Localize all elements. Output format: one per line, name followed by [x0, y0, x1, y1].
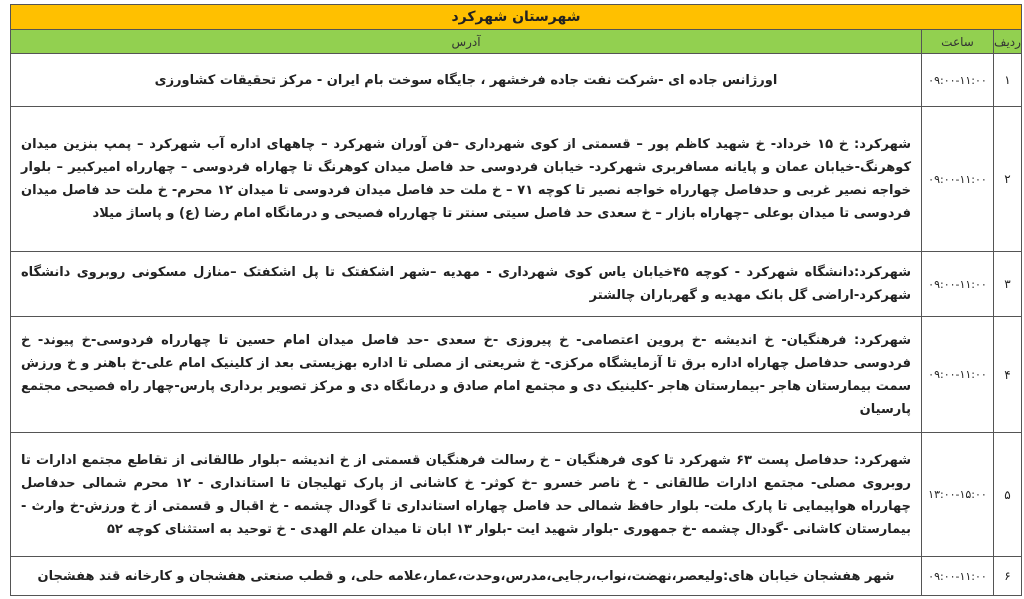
header-time: ساعت	[921, 30, 994, 53]
row-time: ۰۹:۰۰-۱۱:۰۰	[921, 252, 994, 316]
table-row	[11, 54, 1021, 107]
row-address-cell	[11, 54, 921, 106]
row-address-cell	[11, 433, 921, 556]
row-number: ۴	[1004, 367, 1011, 382]
header-address: آدرس	[451, 35, 481, 49]
table-title: شهرستان شهرکرد	[11, 5, 1021, 30]
row-time: ۱۳:۰۰-۱۵:۰۰	[921, 433, 994, 556]
row-address: شهرکرد: حدفاصل پست ۶۳ شهرکرد تا کوی فرهنگیان – خ رسالت فرهنگیان قسمتی از خ اندیشه –بلوار طالقانی از تقاطع مجتمع ادارات تا روبروی مصلی- مجتمع ادارات طالقانی - خ ناصر خسرو –خ کوثر- خ کاشانی از پارک تهلیجان تا استانداری - ۱۲ محرم شمالی حدفاصل چهارراه هواپیمایی تا پارک ملت- بلوار حافظ شمالی حد فاصل چهاراه استانداری تا گودال چشمه - خ اقبال و قسمتی از خ ورزش-خ وارث - بیمارستان کاشانی -گودال چشمه -خ جمهوری -بلوار شهید ایت -بلوار ۱۳ ابان تا میدان علم الهدی - خ توحید به استثنای کوچه ۵۲	[21, 452, 911, 537]
table-row	[11, 317, 1021, 433]
table-row	[11, 107, 1021, 252]
table-row	[11, 433, 1021, 557]
row-address: شهرکرد: خ ۱۵ خرداد- خ شهید کاظم پور – قسمتی از کوی شهرداری –فن آوران شهرکرد – چاههای اداره آب شهرکرد – پمپ بنزین میدان کوهرنگ-خیابان عمان و پایانه مسافربری شهرکرد- خیابان فردوسی حد فاصل میدان کوهرنگ تا چهاراه فردوسی – چهارراه امیرکبیر – بلوار خواجه نصیر غربی و حدفاصل چهارراه خواجه نصیر تا کوچه ۷۱ – خ ملت حد فاصل میدان فردوسی تا میدان ۱۲ محرم- خ ملت حد فاصل میدان فردوسی تا میدان بوعلی –چهاراه بازار – خ سعدی حد فاصل سیتی سنتر تا چهارراه فصیحی و درمانگاه امام رضا (ع) و پاساژ میلاد	[21, 137, 911, 221]
row-address-cell	[11, 252, 921, 316]
table-row	[11, 557, 1021, 595]
row-address: شهرکرد:دانشگاه شهرکرد - کوچه ۴۵خیابان یاس کوی شهرداری - مهدیه –شهر اشکفتک تا پل اشکفتک –منازل مسکونی روبروی دانشگاه شهرکرد-اراضی گل بانک مهدیه و گهرباران چالشتر	[21, 265, 911, 303]
row-number: ۳	[1004, 277, 1011, 291]
row-address-cell	[11, 557, 921, 595]
row-time: ۰۹:۰۰-۱۱:۰۰	[921, 54, 994, 106]
header-row	[11, 30, 1021, 54]
row-address: شهرکرد: فرهنگیان- خ اندیشه -خ پروین اعتصامی- خ پیروزی -خ سعدی -حد فاصل میدان امام حسین تا چهارراه فردوسی-خ پیوند- خ فردوسی حدفاصل چهاراه اداره برق تا آزمایشگاه مرکزی- خ شریعتی از مصلی تا اداره بهزیستی بعد از کلینیک امام علی-خ باهنر و خ ورزش سمت بیمارستان هاجر -بیمارستان هاجر -کلینیک دی و مجتمع امام صادق و درمانگاه دی و مرکز تصویر برداری پارس-چهار راه فصیحی مجتمع پارسیان	[21, 332, 911, 417]
header-radif: ردیف	[994, 35, 1021, 49]
row-address-cell	[11, 107, 921, 251]
row-time: ۰۹:۰۰-۱۱:۰۰	[921, 557, 994, 595]
table-row	[11, 252, 1021, 317]
row-time: ۰۹:۰۰-۱۱:۰۰	[921, 317, 994, 432]
row-number: ۲	[1004, 172, 1011, 186]
row-number: ۱	[1004, 73, 1011, 87]
row-number: ۶	[1004, 569, 1011, 583]
row-address: اورژانس جاده ای -شرکت نفت جاده فرخشهر ، جایگاه سوخت بام ایران - مرکز تحقیقات کشاورزی	[154, 72, 778, 88]
row-address: شهر هفشجان خیابان های:ولیعصر،نهضت،نواب،رجایی،مدرس،وحدت،عمار،علامه حلی، و قطب صنعتی هفشجان و کارخانه قند هفشجان	[37, 568, 895, 584]
row-time: ۰۹:۰۰-۱۱:۰۰	[921, 107, 994, 251]
outage-schedule-table	[10, 4, 1022, 596]
row-address-cell	[11, 317, 921, 432]
row-number: ۵	[1004, 487, 1011, 502]
